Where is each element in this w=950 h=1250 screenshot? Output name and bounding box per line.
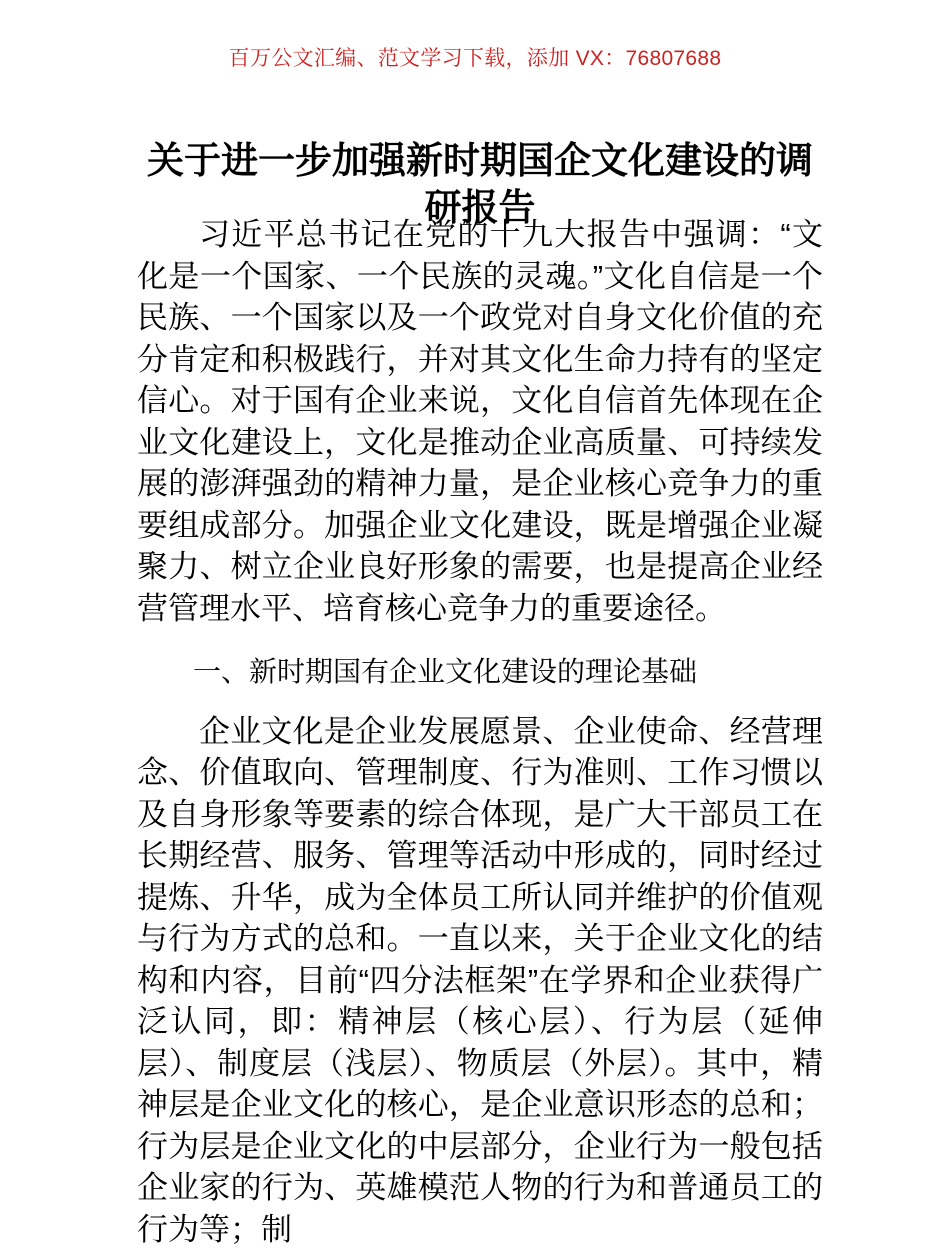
heading-spacer bbox=[137, 693, 823, 711]
document-body bbox=[137, 214, 823, 1250]
section-heading-1: 一、新时期国有企业文化建设的理论基础 bbox=[137, 651, 823, 693]
promo-header-text: 百万公文汇编、范文学习下载，添加 VX：76807688 bbox=[0, 44, 950, 74]
paragraph-section-1-body: 企业文化是企业发展愿景、企业使命、经营理念、价值取向、管理制度、行为准则、工作习惯以及自身形象等要素的综合体现，是广大干部员工在长期经营、服务、管理等活动中形成的，同时经过提炼、升华，成为全体员工所认同并维护的价值观与行为方式的总和。一直以来，关于企业文化的结构和内容，目前“四分法框架”在学界和企业获得广泛认同，即：精神层（核心层）、行为层（延伸层）、制度层（浅层）、物质层（外层）。其中，精神层是企业文化的核心，是企业意识形态的总和；行为层是企业文化的中层部分，企业行为一般包括企业家的行为、英雄模范人物的行为和普通员工的行为等；制 bbox=[137, 711, 823, 1250]
page-title: 关于进一步加强新时期国企文化建设的调研报告 bbox=[137, 137, 823, 231]
paragraph-intro: 习近平总书记在党的十九大报告中强调：“文化是一个国家、一个民族的灵魂。”文化自信是一个民族、一个国家以及一个政党对自身文化价值的充分肯定和积极践行，并对其文化生命力持有的坚定信心。对于国有企业来说，文化自信首先体现在企业文化建设上，文化是推动企业高质量、可持续发展的澎湃强劲的精神力量，是企业核心竞争力的重要组成部分。加强企业文化建设，既是增强企业凝聚力、树立企业良好形象的需要，也是提高企业经营管理水平、培育核心竞争力的重要途径。 bbox=[137, 214, 823, 629]
paragraph-spacer bbox=[137, 629, 823, 651]
